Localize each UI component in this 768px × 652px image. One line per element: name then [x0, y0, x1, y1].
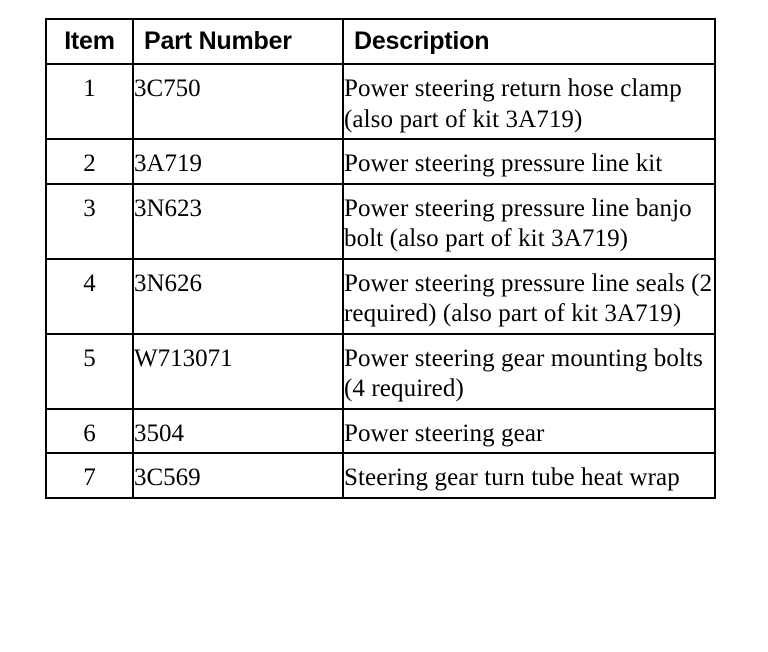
- part-description: Steering gear turn tube heat wrap: [343, 453, 715, 498]
- part-number: 3N626: [133, 259, 343, 334]
- part-number: 3N623: [133, 184, 343, 259]
- header-item: Item: [46, 19, 133, 64]
- item-number: 1: [46, 64, 133, 139]
- table-row: [46, 334, 715, 409]
- part-description: Power steering pressure line banjo bolt (also part of kit 3A719): [343, 184, 715, 259]
- header-part-number: Part Number: [133, 19, 343, 64]
- part-number: 3C569: [133, 453, 343, 498]
- item-number: 3: [46, 184, 133, 259]
- item-number: 6: [46, 409, 133, 454]
- part-description: Power steering return hose clamp (also part of kit 3A719): [343, 64, 715, 139]
- table-header-row: [46, 19, 715, 64]
- table-row: [46, 409, 715, 454]
- part-number: W713071: [133, 334, 343, 409]
- table-row: [46, 259, 715, 334]
- table-row: [46, 453, 715, 498]
- item-number: 2: [46, 139, 133, 184]
- table-row: [46, 184, 715, 259]
- part-number: 3C750: [133, 64, 343, 139]
- part-description: Power steering pressure line kit: [343, 139, 715, 184]
- parts-table: [45, 18, 716, 499]
- item-number: 5: [46, 334, 133, 409]
- item-number: 4: [46, 259, 133, 334]
- header-description: Description: [343, 19, 715, 64]
- table-row: [46, 139, 715, 184]
- part-description: Power steering pressure line seals (2 required) (also part of kit 3A719): [343, 259, 715, 334]
- part-description: Power steering gear mounting bolts (4 required): [343, 334, 715, 409]
- item-number: 7: [46, 453, 133, 498]
- part-number: 3504: [133, 409, 343, 454]
- part-description: Power steering gear: [343, 409, 715, 454]
- part-number: 3A719: [133, 139, 343, 184]
- table-row: [46, 64, 715, 139]
